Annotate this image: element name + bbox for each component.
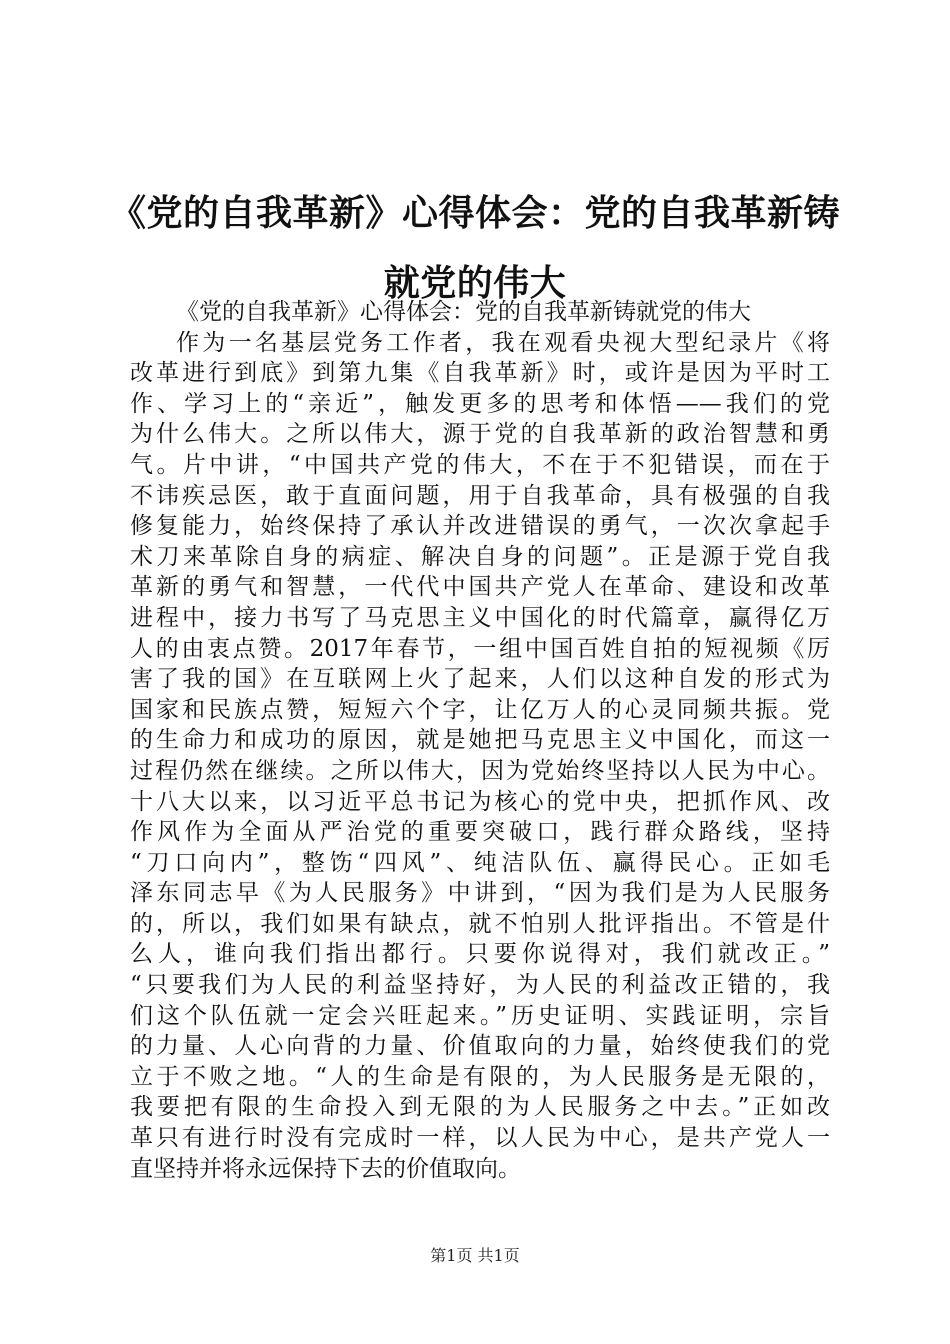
body-line: 我要把有限的生命投入到无限的为人民服务之中去。”正如改 (130, 1094, 830, 1121)
body-line: “只要我们为人民的利益坚持好，为人民的利益改正错的，我 (130, 972, 830, 999)
page-footer: 第1页 共1页 (430, 1246, 520, 1265)
body-line: 革只有进行时没有完成时一样，以人民为中心，是共产党人一 (130, 1125, 830, 1152)
body-line: 害了我的国》在互联网上火了起来，人们以这种自发的形式为 (130, 666, 830, 693)
body-line: 改革进行到底》到第九集《自我革新》时，或许是因为平时工 (130, 360, 830, 387)
body-line: 的，所以，我们如果有缺点，就不怕别人批评指出。不管是什 (130, 910, 830, 937)
title-line: 《党的自我革新》心得体会：党的自我革新铸 (109, 192, 840, 234)
body-line: 术刀来革除自身的病症、解决自身的问题”。正是源于党自我 (130, 543, 830, 570)
title-line: 就党的伟大 (383, 262, 567, 304)
body-line: 十八大以来，以习近平总书记为核心的党中央，把抓作风、改 (130, 788, 830, 815)
body-line: 们这个队伍就一定会兴旺起来。”历史证明、实践证明，宗旨 (130, 1002, 830, 1029)
body-line: 直坚持并将永远保持下去的价值取向。 (130, 1155, 521, 1182)
body-line: 革新的勇气和智慧，一代代中国共产党人在革命、建设和改革 (130, 574, 830, 601)
document-body (130, 297, 830, 1184)
body-line: 作、学习上的“亲近”，触发更多的思考和体悟——我们的党 (130, 390, 830, 417)
body-line: 过程仍然在继续。之所以伟大，因为党始终坚持以人民为中心。 (130, 757, 830, 784)
body-line: 立于不败之地。“人的生命是有限的，为人民服务是无限的， (130, 1063, 830, 1090)
body-line: 作风作为全面从严治党的重要突破口，践行群众路线，坚持 (130, 819, 830, 846)
body-line: 的力量、人心向背的力量、价值取向的力量，始终使我们的党 (130, 1033, 830, 1060)
body-subtitle-line: 《党的自我革新》心得体会：党的自我革新铸就党的伟大 (176, 299, 751, 325)
body-line: 人的由衷点赞。2017年春节，一组中国百姓自拍的短视频《厉 (130, 635, 830, 662)
body-line: 泽东同志早《为人民服务》中讲到，“因为我们是为人民服务 (130, 880, 830, 907)
body-line: 为什么伟大。之所以伟大，源于党的自我革新的政治智慧和勇 (130, 421, 830, 448)
body-line: “刀口向内”，整饬“四风”、纯洁队伍、赢得民心。正如毛 (130, 849, 830, 876)
body-line: 的生命力和成功的原因，就是她把马克思主义中国化，而这一 (130, 727, 830, 754)
body-line: 气。片中讲，“中国共产党的伟大，不在于不犯错误，而在于 (130, 451, 830, 478)
body-line: 国家和民族点赞，短短六个字，让亿万人的心灵同频共振。党 (130, 696, 830, 723)
body-line: 修复能力，始终保持了承认并改进错误的勇气，一次次拿起手 (130, 513, 830, 540)
body-line: 作为一名基层党务工作者，我在观看央视大型纪录片《将 (176, 329, 830, 356)
body-line: 不讳疾忌医，敢于直面问题，用于自我革命，具有极强的自我 (130, 482, 830, 509)
body-line: 进程中，接力书写了马克思主义中国化的时代篇章，赢得亿万 (130, 604, 830, 631)
body-line: 么人，谁向我们指出都行。只要你说得对，我们就改正。” (130, 941, 830, 968)
